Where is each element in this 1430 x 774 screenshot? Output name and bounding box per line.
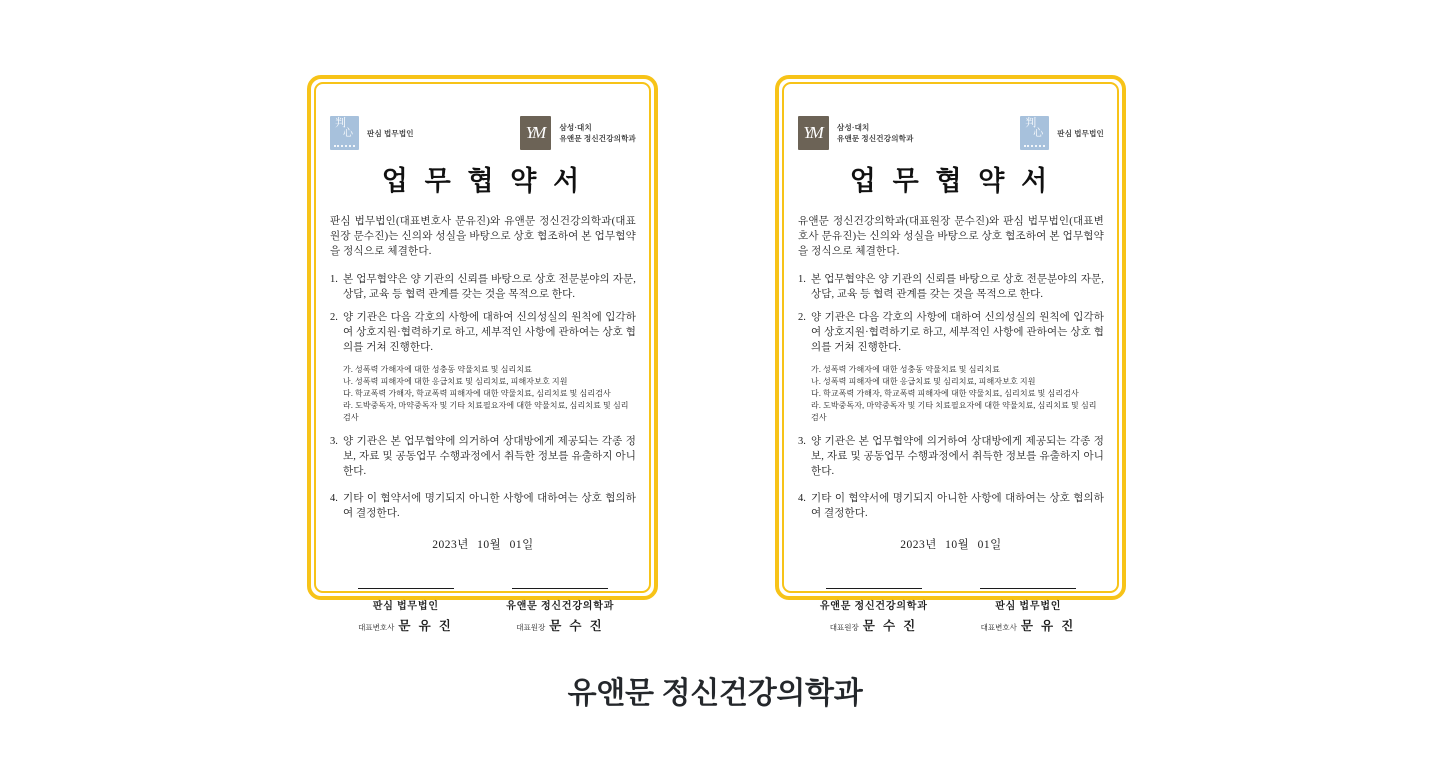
clause-list bbox=[330, 272, 636, 521]
signature-section bbox=[798, 588, 1104, 635]
pansim-glyph-bottom: 心 bbox=[1033, 128, 1044, 139]
signature-name: 문 유 진 bbox=[398, 619, 454, 633]
clause-number: 1. bbox=[798, 274, 806, 285]
clause-number: 3. bbox=[330, 436, 338, 447]
subclause-item-ga: 가. 성폭력 가해자에 대한 성충동 약물치료 및 심리치료 bbox=[343, 365, 533, 374]
clause-text: 기타 이 협약서에 명기되지 아니한 사항에 대하여는 상호 협의하여 결정한다. bbox=[811, 493, 1104, 519]
signature-role: 대표변호사 bbox=[980, 623, 1017, 632]
signature-name: 문 수 진 bbox=[549, 619, 605, 633]
ym-logo-label bbox=[837, 122, 914, 144]
clause-number: 3. bbox=[798, 436, 806, 447]
ym-label-line2: 유앤문 정신건강의학과 bbox=[837, 134, 914, 143]
signature-name-row bbox=[962, 616, 1094, 635]
document-page bbox=[314, 82, 651, 633]
clause-text: 본 업무협약은 양 기관의 신뢰를 바탕으로 상호 전문분야의 자문, 상담, 교육 등 협력 관계를 갖는 것을 목적으로 한다. bbox=[811, 274, 1104, 300]
clause-item-1 bbox=[330, 272, 636, 302]
subclause-item-na: 나. 성폭력 피해자에 대한 응급치료 및 심리치료, 피해자보호 지원 bbox=[811, 377, 1036, 386]
ym-label-line1: 삼성·대치 bbox=[837, 123, 870, 132]
subclause-item-da: 다. 학교폭력 가해자, 학교폭력 피해자에 대한 약물치료, 심리치료 및 심리검사 bbox=[811, 389, 1079, 398]
signature-line bbox=[980, 588, 1076, 589]
signature-line bbox=[826, 588, 922, 589]
signature-block-left bbox=[808, 588, 940, 635]
subclause-item-ra: 라. 도박중독자, 마약중독자 및 기타 치료필요자에 대한 약물치료, 심리치료 및 심리검사 bbox=[343, 401, 629, 422]
signature-name-row bbox=[340, 616, 472, 635]
page-caption: 유앤문 정신건강의학과 bbox=[567, 677, 863, 710]
signature-block-right bbox=[962, 588, 1094, 635]
subclause-list bbox=[811, 364, 1104, 424]
pansim-logo-label: 판심 법무법인 bbox=[367, 128, 414, 138]
signature-org: 유앤문 정신건강의학과 bbox=[819, 601, 928, 612]
document-header bbox=[798, 114, 1104, 152]
clause-number: 4. bbox=[330, 493, 338, 504]
signature-section bbox=[330, 588, 636, 635]
signature-org: 판심 법무법인 bbox=[372, 601, 439, 612]
clause-item-2 bbox=[330, 310, 636, 355]
clause-item-3 bbox=[798, 434, 1104, 479]
clause-text: 양 기관은 본 업무협약에 의거하여 상대방에게 제공되는 각종 정보, 자료 및 공동업무 수행과정에서 취득한 정보를 유출하지 아니한다. bbox=[811, 436, 1104, 477]
pansim-logo bbox=[330, 116, 414, 150]
signature-name-row bbox=[808, 616, 940, 635]
clause-number: 2. bbox=[330, 312, 338, 323]
signature-name: 문 수 진 bbox=[862, 619, 918, 633]
signature-role: 대표변호사 bbox=[358, 623, 395, 632]
ym-logo-icon bbox=[798, 116, 829, 150]
clause-item-4 bbox=[330, 491, 636, 521]
signature-role: 대표원장 bbox=[829, 623, 859, 632]
ym-logo bbox=[798, 116, 914, 150]
pansim-glyph-top: 判 bbox=[1025, 117, 1037, 129]
intro-paragraph: 판심 법무법인(대표변호사 문유진)와 유앤문 정신건강의학과(대표원장 문수진)는 신의와 성실을 바탕으로 상호 협조하여 본 업무협약을 정식으로 체결한다. bbox=[330, 216, 636, 257]
signature-line bbox=[358, 588, 454, 589]
pansim-micro-text bbox=[334, 145, 355, 147]
clause-number: 1. bbox=[330, 274, 338, 285]
clause-text: 양 기관은 다음 각호의 사항에 대하여 신의성실의 원칙에 입각하여 상호지원·협력하기로 하고, 세부적인 사항에 관하여는 상호 협의를 거쳐 진행한다. bbox=[343, 312, 636, 353]
pansim-glyph-bottom: 心 bbox=[343, 128, 353, 139]
signature-role: 대표원장 bbox=[516, 623, 546, 632]
agreement-document-right bbox=[775, 75, 1126, 633]
pansim-logo-icon bbox=[1020, 116, 1049, 150]
agreement-title: 업 무 협 약 서 bbox=[849, 166, 1053, 196]
pansim-glyph-top: 判 bbox=[335, 117, 346, 129]
ym-glyph: YM bbox=[525, 123, 544, 142]
clause-list bbox=[798, 272, 1104, 521]
document-page bbox=[782, 82, 1119, 633]
ym-logo-label bbox=[559, 122, 636, 144]
signature-name: 문 유 진 bbox=[1020, 619, 1076, 633]
clause-number: 4. bbox=[798, 493, 806, 504]
subclause-item-da: 다. 학교폭력 가해자, 학교폭력 피해자에 대한 약물치료, 심리치료 및 심리검사 bbox=[343, 389, 611, 398]
intro-paragraph: 유앤문 정신건강의학과(대표원장 문수진)와 판심 법무법인(대표변호사 문유진)는 신의와 성실을 바탕으로 상호 협조하여 본 업무협약을 정식으로 체결한다. bbox=[798, 216, 1104, 257]
ym-label-line1: 삼성·대치 bbox=[559, 123, 592, 132]
agreement-date: 2023년 10월 01일 bbox=[900, 539, 1002, 551]
agreement-title: 업 무 협 약 서 bbox=[381, 166, 585, 196]
pansim-logo-label: 판심 법무법인 bbox=[1057, 128, 1104, 138]
clause-item-4 bbox=[798, 491, 1104, 521]
signature-block-right bbox=[494, 588, 626, 635]
clause-item-3 bbox=[330, 434, 636, 479]
clause-text: 기타 이 협약서에 명기되지 아니한 사항에 대하여는 상호 협의하여 결정한다. bbox=[343, 493, 636, 519]
pansim-logo-icon bbox=[330, 116, 359, 150]
ym-logo bbox=[520, 116, 636, 150]
ym-label-line2: 유앤문 정신건강의학과 bbox=[559, 134, 636, 143]
agreement-date: 2023년 10월 01일 bbox=[432, 539, 534, 551]
signature-org: 유앤문 정신건강의학과 bbox=[506, 601, 615, 612]
clause-item-1 bbox=[798, 272, 1104, 302]
pansim-micro-text bbox=[1024, 145, 1045, 147]
signature-block-left bbox=[340, 588, 472, 635]
subclause-item-ga: 가. 성폭력 가해자에 대한 성충동 약물치료 및 심리치료 bbox=[811, 365, 1001, 374]
clause-item-2 bbox=[798, 310, 1104, 355]
signature-name-row bbox=[494, 616, 626, 635]
signature-line bbox=[512, 588, 608, 589]
subclause-item-na: 나. 성폭력 피해자에 대한 응급치료 및 심리치료, 피해자보호 지원 bbox=[343, 377, 568, 386]
subclause-list bbox=[343, 364, 636, 424]
ym-logo-icon bbox=[520, 116, 551, 150]
clause-text: 양 기관은 다음 각호의 사항에 대하여 신의성실의 원칙에 입각하여 상호지원·협력하기로 하고, 세부적인 사항에 관하여는 상호 협의를 거쳐 진행한다. bbox=[811, 312, 1104, 353]
clause-number: 2. bbox=[798, 312, 806, 323]
document-header bbox=[330, 114, 636, 152]
clause-text: 양 기관은 본 업무협약에 의거하여 상대방에게 제공되는 각종 정보, 자료 및 공동업무 수행과정에서 취득한 정보를 유출하지 아니한다. bbox=[343, 436, 636, 477]
signature-org: 판심 법무법인 bbox=[995, 601, 1062, 612]
clause-text: 본 업무협약은 양 기관의 신뢰를 바탕으로 상호 전문분야의 자문, 상담, 교육 등 협력 관계를 갖는 것을 목적으로 한다. bbox=[343, 274, 636, 300]
subclause-item-ra: 라. 도박중독자, 마약중독자 및 기타 치료필요자에 대한 약물치료, 심리치료 및 심리검사 bbox=[811, 401, 1097, 422]
agreement-document-left bbox=[307, 75, 658, 633]
ym-glyph: YM bbox=[803, 123, 821, 142]
pansim-logo bbox=[1020, 116, 1104, 150]
